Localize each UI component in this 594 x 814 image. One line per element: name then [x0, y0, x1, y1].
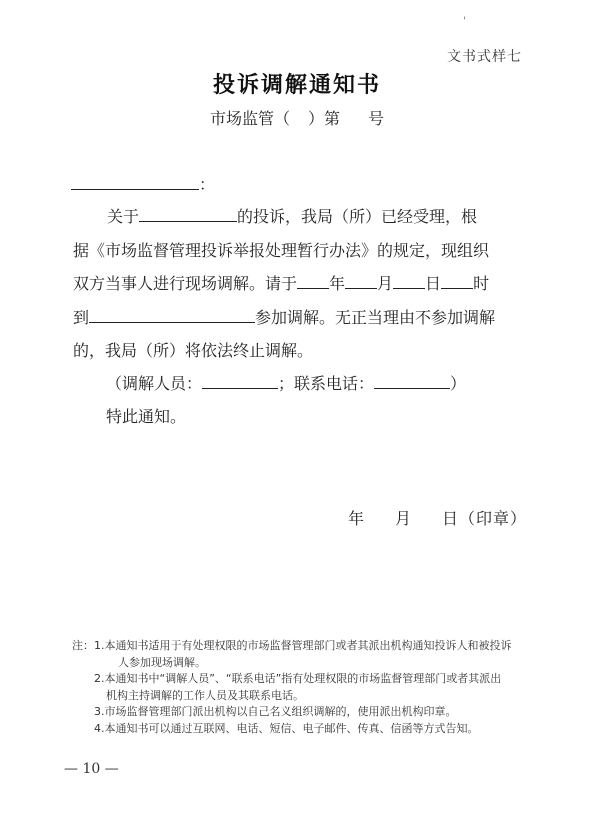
page-number: — 10 —: [64, 761, 119, 777]
notes-item: 4.本通知书可以通过互联网、电话、短信、电子邮件、传真、信函等方式告知。: [94, 721, 479, 735]
notes-item: 机构主持调解的工作人员及其联系电话。: [106, 688, 304, 702]
body-row-4: [73, 301, 533, 335]
hour-label: 时: [473, 274, 490, 293]
body-row-2: [73, 234, 533, 268]
sample-label: 文书式样七: [447, 49, 522, 65]
location-blank[interactable]: [89, 308, 255, 323]
body-text: 的，我局（所）将依法终止调解。: [73, 341, 314, 360]
mediator-label: （调解人员：: [106, 374, 203, 393]
hour-blank[interactable]: [441, 274, 473, 289]
body-row-1: [73, 200, 533, 234]
addressee-colon: ：: [199, 175, 216, 194]
body-row-3: [73, 267, 533, 301]
addressee-blank[interactable]: [71, 175, 199, 190]
notes-item: 3.市场监督管理部门派出机构以自己名义组织调解的，使用派出机构印章。: [94, 705, 457, 718]
notes-item: 2.本通知书中“调解人员”、“联系电话”指有处理权限的市场监督管理部门或者其派出: [94, 672, 502, 685]
doc-number-hao: 号: [368, 109, 385, 128]
scan-speck: ': [463, 16, 466, 27]
body-text: 双方当事人进行现场调解。请于: [73, 274, 298, 293]
year-blank[interactable]: [297, 274, 329, 289]
addressee-line: [71, 172, 215, 195]
notes-item: 注： 1.本通知书适用于有处理权限的市场监督管理部门或者其派出机构通知投诉人和被投诉: [72, 638, 512, 655]
year-label: 年: [329, 274, 346, 293]
mediator-blank[interactable]: [202, 374, 278, 389]
notes-item: 人参加现场调解。: [118, 655, 206, 669]
notes-section: [72, 638, 512, 737]
body-text: 参加调解。无正当理由不参加调解: [255, 307, 496, 327]
date-seal-line: [348, 506, 527, 529]
contact-line: [106, 371, 466, 394]
notice-body: [73, 200, 533, 368]
day-label: 日: [425, 274, 442, 293]
notice-closing: 特此通知。: [106, 407, 187, 426]
complaint-subject-blank[interactable]: [139, 207, 237, 222]
date-month: 月: [395, 509, 413, 528]
body-text: 据《市场监督管理投诉举报处理暂行办法》的规定，现组织: [73, 240, 490, 260]
month-label: 月: [377, 274, 394, 293]
phone-blank[interactable]: [374, 374, 450, 389]
body-text: 关于: [107, 207, 140, 226]
notes-label: 注：: [72, 639, 94, 652]
doc-number-suffix: ）第: [307, 109, 340, 128]
body-text: 到: [73, 307, 90, 327]
body-row-5: [73, 334, 533, 368]
body-text: 的投诉，我局（所）已经受理，根: [237, 207, 478, 226]
page-title: 投诉调解通知书: [212, 72, 381, 98]
day-blank[interactable]: [393, 274, 425, 289]
date-day-seal: 日（印章）: [442, 509, 528, 528]
phone-label: ；联系电话：: [278, 374, 375, 393]
month-blank[interactable]: [345, 274, 377, 289]
document-number: [0, 106, 594, 129]
doc-number-prefix: 市场监管（: [209, 109, 290, 128]
date-year: 年: [348, 509, 366, 528]
contact-close: ）: [450, 374, 467, 393]
